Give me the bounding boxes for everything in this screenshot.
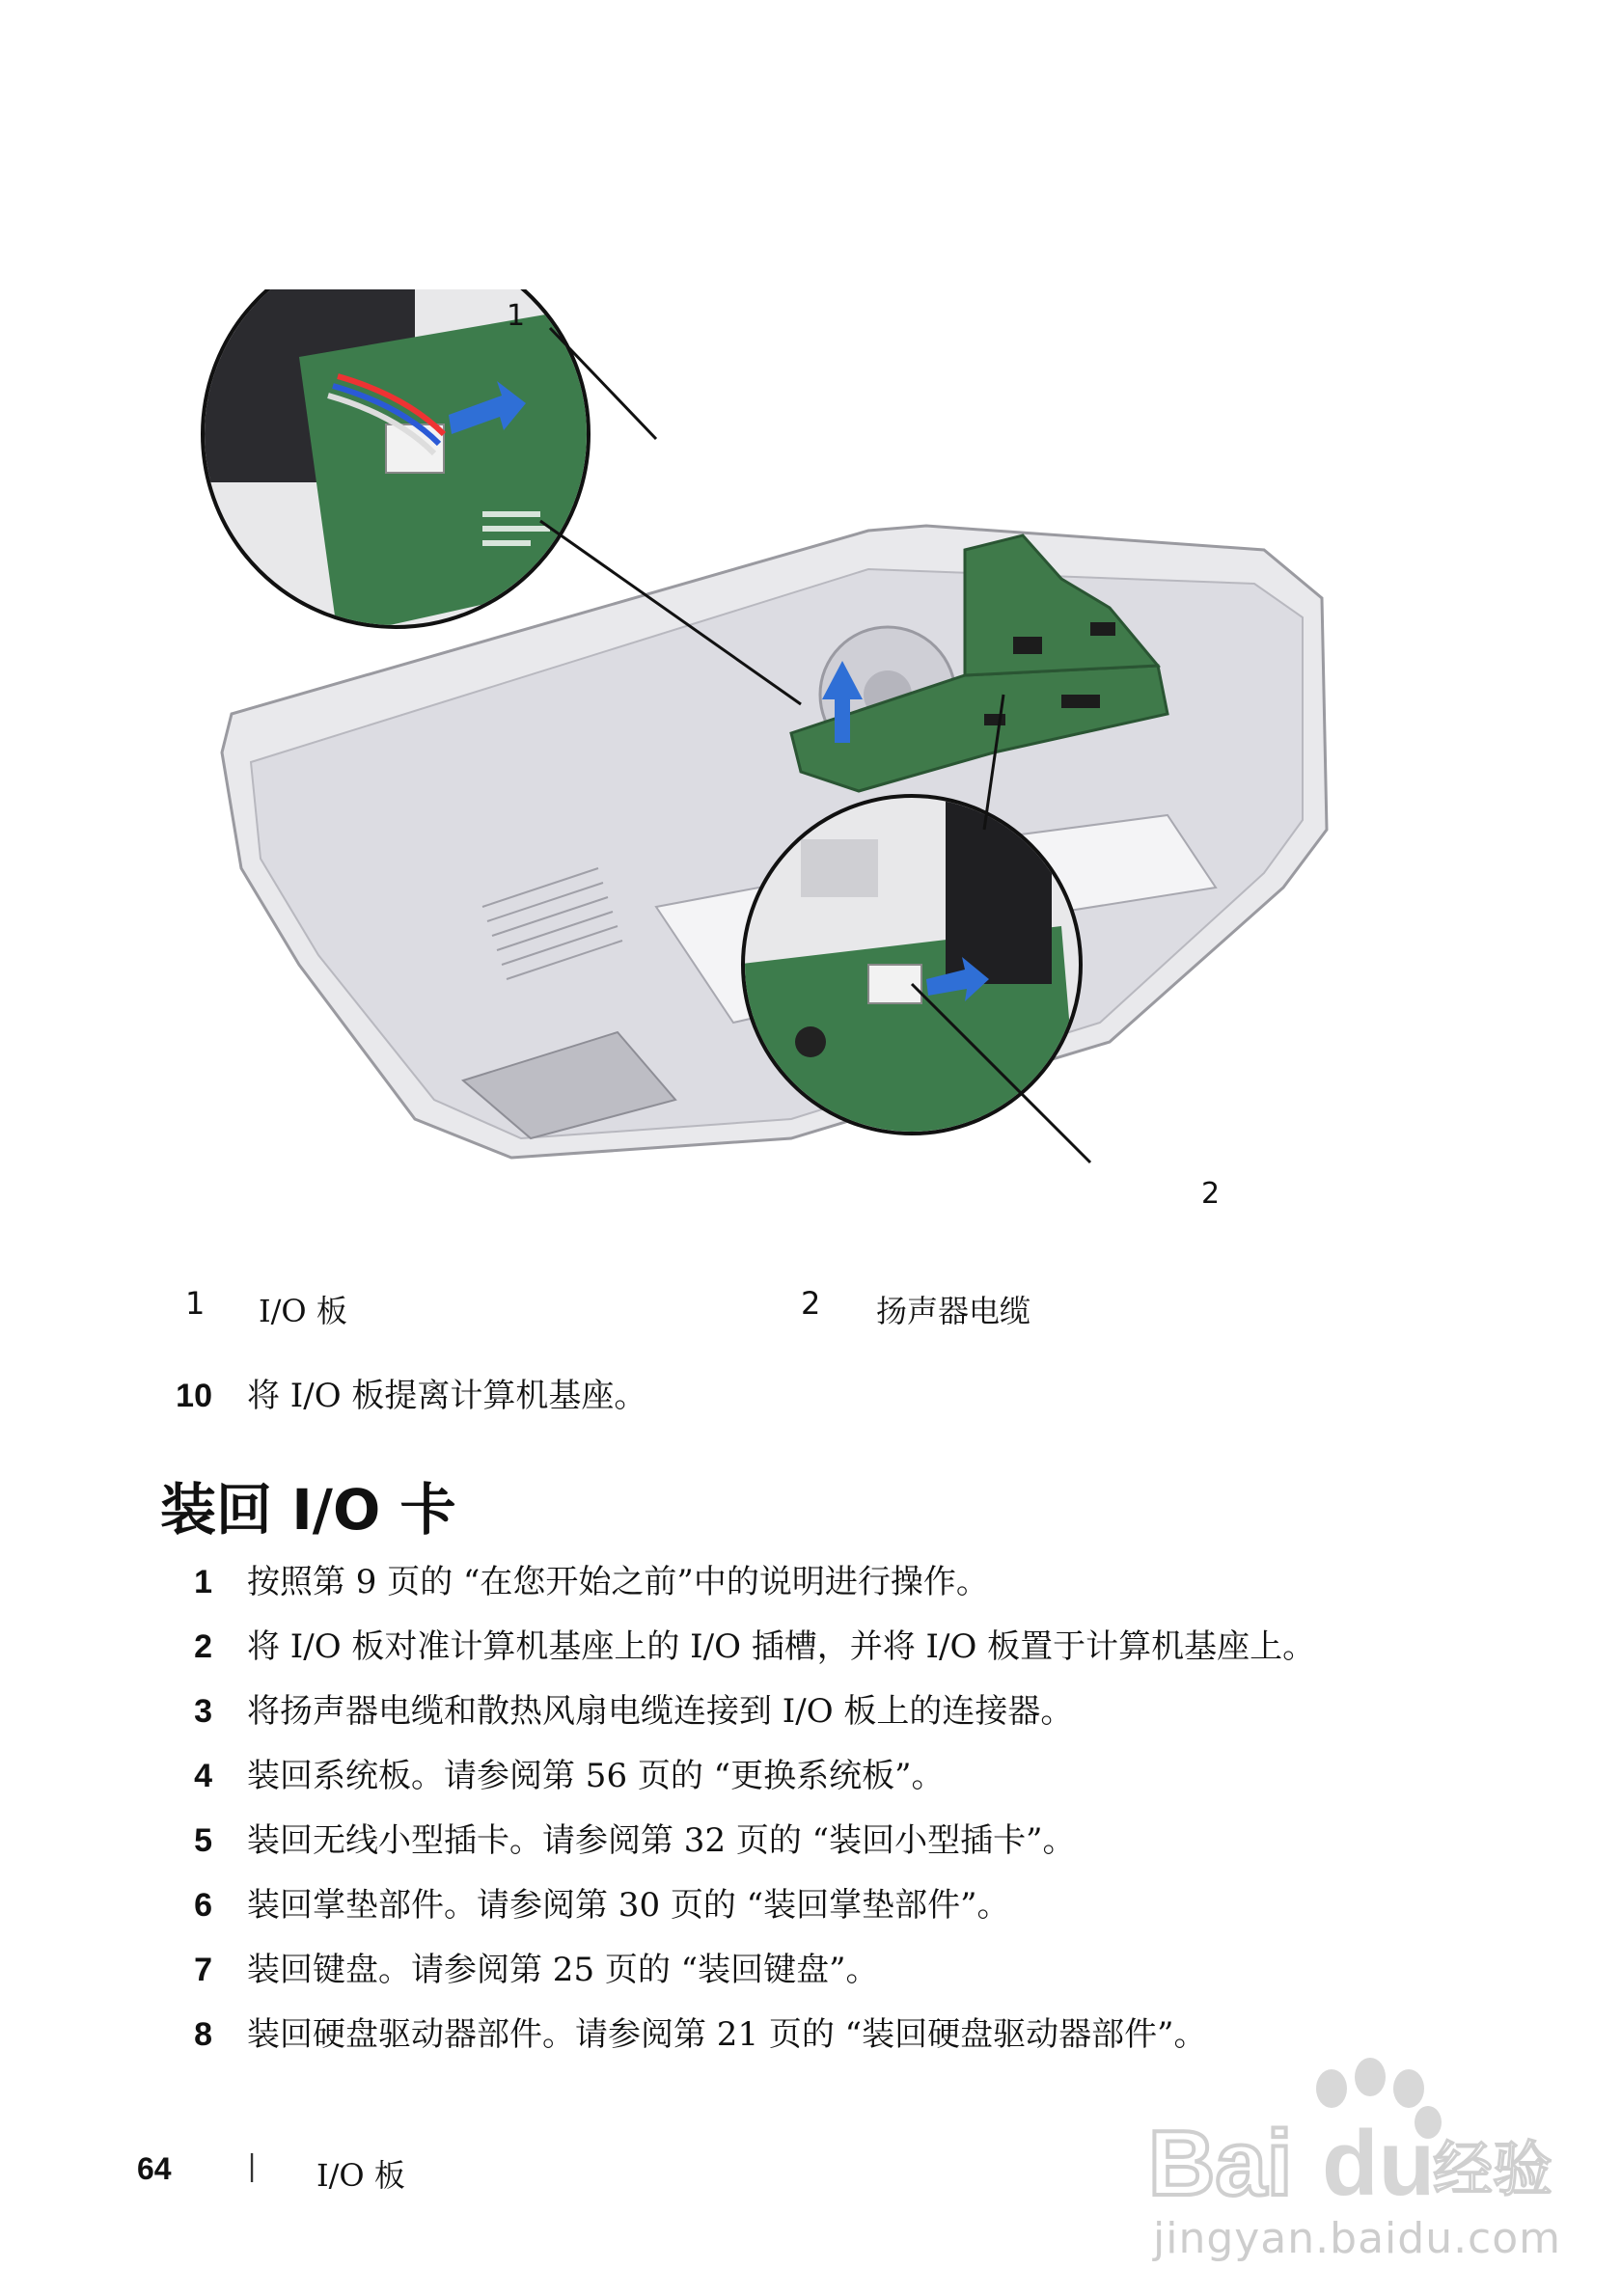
step-text: 按照第 9 页的 “在您开始之前”中的说明进行操作。 [247,1563,989,1601]
step-number: 6 [194,1887,212,1924]
footer-chapter: I/O 板 [316,2157,405,2194]
watermark-url: jingyan.baidu.com [1153,2214,1562,2263]
legend-label: I/O 板 [259,1293,347,1329]
section-title: 装回 I/O 卡 [160,1477,456,1543]
step-text: 装回键盘。请参阅第 25 页的 “装回键盘”。 [247,1951,879,1989]
svg-text:du: du [1322,2112,1436,2215]
computer-base-drawing [193,289,1351,1216]
step-number: 1 [194,1564,212,1600]
step-text: 将 I/O 板对准计算机基座上的 I/O 插槽，并将 I/O 板置于计算机基座上。 [247,1627,1316,1666]
legend-number: 1 [185,1285,206,1322]
step-number: 4 [194,1758,212,1794]
footer-separator: | [247,2149,258,2183]
step-number: 5 [194,1822,212,1859]
step-number: 8 [194,2016,212,2053]
step-text: 装回无线小型插卡。请参阅第 32 页的 “装回小型插卡”。 [247,1821,1076,1860]
step-number: 2 [194,1628,212,1665]
step-number: 7 [194,1952,212,1988]
legend-number: 2 [801,1285,821,1322]
step-text: 装回系统板。请参阅第 56 页的 “更换系统板”。 [247,1757,945,1795]
baidu-watermark [1139,2050,1602,2272]
step-text: 将扬声器电缆和散热风扇电缆连接到 I/O 板上的连接器。 [247,1692,1074,1731]
step-text: 将 I/O 板提离计算机基座。 [247,1377,647,1415]
svg-text:经验: 经验 [1433,2134,1553,2204]
page-number: 64 [137,2151,172,2186]
io-board-illustration [193,289,1351,1216]
step-number: 10 [176,1378,212,1414]
callout-1-label: 1 [507,299,526,333]
step-number: 3 [194,1693,212,1730]
svg-text:Bai: Bai [1148,2112,1293,2215]
callout-2-label: 2 [1201,1177,1221,1211]
legend-label: 扬声器电缆 [876,1293,1031,1329]
step-text: 装回掌垫部件。请参阅第 30 页的 “装回掌垫部件”。 [247,1886,1010,1925]
step-text: 装回硬盘驱动器部件。请参阅第 21 页的 “装回硬盘驱动器部件”。 [247,2015,1207,2054]
